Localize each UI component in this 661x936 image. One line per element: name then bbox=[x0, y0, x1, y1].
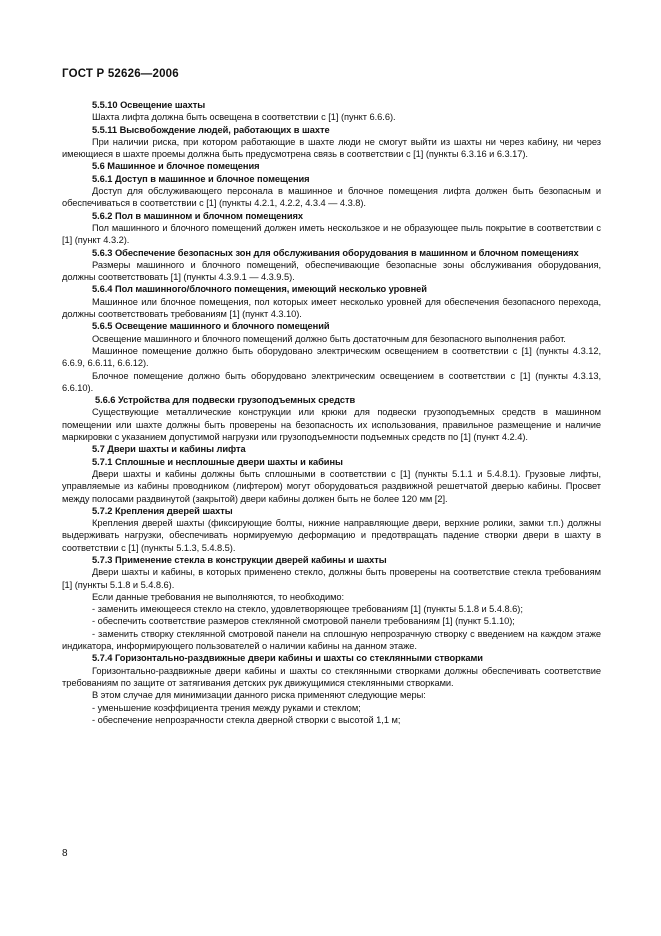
section-heading: 5.6.1 Доступ в машинное и блочное помещения bbox=[92, 173, 310, 184]
section-heading: 5.5.11 Высвобождение людей, работающих в шахте bbox=[92, 124, 330, 135]
paragraph: Освещение машинного и блочного помещений должно быть достаточным для безопасного выполнения работ. bbox=[92, 333, 566, 344]
list-item: - обеспечить соответствие размеров стеклянной смотровой панели требованиям [1] (пункт 5.1.10); bbox=[92, 616, 515, 627]
section-heading: 5.6.2 Пол в машинном и блочном помещениях bbox=[92, 210, 303, 221]
list-item: - заменить имеющееся стекло на стекло, удовлетворяющее требованиям [1] (пункты 5.1.8 и 5.4.8.6); bbox=[92, 604, 523, 615]
paragraph: Машинное или блочное помещения, пол которых имеет несколько уровней для обеспечения безопасного перехода, должны соответствовать требованиям [1] (пункт 4.3.10). bbox=[62, 296, 601, 320]
list-item: - уменьшение коэффициента трения между руками и стеклом; bbox=[92, 702, 361, 713]
paragraph: Крепления дверей шахты (фиксирующие болты, нижние направляющие двери, верхние ролики, замки т.п.) должны выдерживать нагрузки, обеспечивать нормируемую деформацию и предотвращать падение створки двери в шахту в соответствии с [1] (пункты 5.1.3, 5.4.8.5). bbox=[62, 518, 601, 553]
section-heading: 5.6.6 Устройства для подвески грузоподъемных средств bbox=[95, 395, 356, 406]
paragraph: Доступ для обслуживающего персонала в машинное и блочное помещения лифта должен быть безопасным и обеспечиваться в соответствии с [1] (пункты 4.2.1, 4.2.2, 4.3.4 — 4.3.8). bbox=[62, 186, 601, 209]
paragraph: Если данные требования не выполняются, то необходимо: bbox=[92, 591, 345, 602]
document-header: ГОСТ Р 52626—2006 bbox=[62, 68, 179, 80]
list-item: - обеспечение непрозрачности стекла дверной створки с высотой 1,1 м; bbox=[92, 714, 401, 725]
section-heading: 5.6.5 Освещение машинного и блочного помещений bbox=[92, 321, 330, 332]
paragraph: Машинное помещение должно быть оборудовано электрическим освещением в соответствии с [1] (пункты 4.3.12, 6.6.9, 6.6.11, 6.6.12). bbox=[62, 345, 601, 369]
paragraph: Шахта лифта должна быть освещена в соответствии с [1] (пункт 6.6.6). bbox=[92, 112, 396, 123]
section-heading: 5.6.3 Обеспечение безопасных зон для обслуживания оборудования в машинном и блочном помещениях bbox=[92, 247, 579, 258]
paragraph: Двери шахты и кабины, в которых применено стекло, должны быть проверены на соответствие стекла требованиям [1] (пункты 5.1.8 и 5.4.8.6). bbox=[62, 567, 601, 590]
document-body bbox=[62, 99, 601, 726]
paragraph: Горизонтально-раздвижные двери кабины и шахты со стеклянными створками должны обеспечивать соответствие требованиям по защите от затягивания детских рук движущимися стеклянными створками. bbox=[62, 665, 601, 688]
paragraph: Пол машинного и блочного помещений должен иметь нескользкое и не образующее пыль покрытие в соответствии с [1] (пункт 4.3.2). bbox=[62, 222, 601, 246]
section-heading: 5.6 Машинное и блочное помещения bbox=[92, 161, 260, 172]
paragraph: В этом случае для минимизации данного риска применяют следующие меры: bbox=[92, 690, 426, 701]
paragraph: Существующие металлические конструкции или крюки для подвески грузоподъемных средств в машинном помещении или шахте должны быть проверены на безопасность их использования, правильное размещение и наличие маркировки с указанием допустимой нагрузки или грузоподъемности подъемных средств по [1] (пункт 4.2.4). bbox=[62, 407, 601, 443]
paragraph: Размеры машинного и блочного помещений, обеспечивающие безопасные зоны обслуживания оборудования, должны соответствовать [1] (пункты 4.3.9.1 — 4.3.9.5). bbox=[62, 259, 601, 283]
section-heading: 5.6.4 Пол машинного/блочного помещения, имеющий несколько уровней bbox=[92, 284, 427, 295]
section-heading: 5.5.10 Освещение шахты bbox=[92, 100, 206, 110]
section-heading: 5.7.1 Сплошные и несплошные двери шахты и кабины bbox=[92, 456, 343, 467]
paragraph: При наличии риска, при котором работающие в шахте люди не смогут выйти из шахты ни через кабину, ни через имеющиеся в шахте проемы должна быть предусмотрена связь в соответствии с [1] (пункты 6.3.16 и 6.3.17). bbox=[62, 136, 601, 160]
section-heading: 5.7.4 Горизонтально-раздвижные двери кабины и шахты со стеклянными створками bbox=[92, 653, 483, 664]
section-heading: 5.7 Двери шахты и кабины лифта bbox=[92, 444, 246, 455]
section-heading: 5.7.3 Применение стекла в конструкции дверей кабины и шахты bbox=[92, 554, 387, 565]
paragraph: Блочное помещение должно быть оборудовано электрическим освещением в соответствии с [1] (пункты 4.3.13, 6.6.10). bbox=[62, 370, 601, 393]
paragraph: Двери шахты и кабины должны быть сплошными в соответствии с [1] (пункты 5.1.1 и 5.4.8.1). Грузовые лифты, управляемые из кабины проводником (лифтером) могут оборудоваться раздвижной решетчатой дверью кабины. Просвет между полосами раздвинутой (закрытой) двери кабины должен быть не более 120 мм [2]. bbox=[62, 468, 601, 504]
paragraph: - заменить створку стеклянной смотровой панели на сплошную непрозрачную створку с введением на каждом этаже индикатора, информирующего пользователей о наличии кабины на данном этаже. bbox=[62, 628, 601, 652]
page-number: 8 bbox=[62, 848, 68, 859]
section-heading: 5.7.2 Крепления дверей шахты bbox=[92, 505, 233, 516]
